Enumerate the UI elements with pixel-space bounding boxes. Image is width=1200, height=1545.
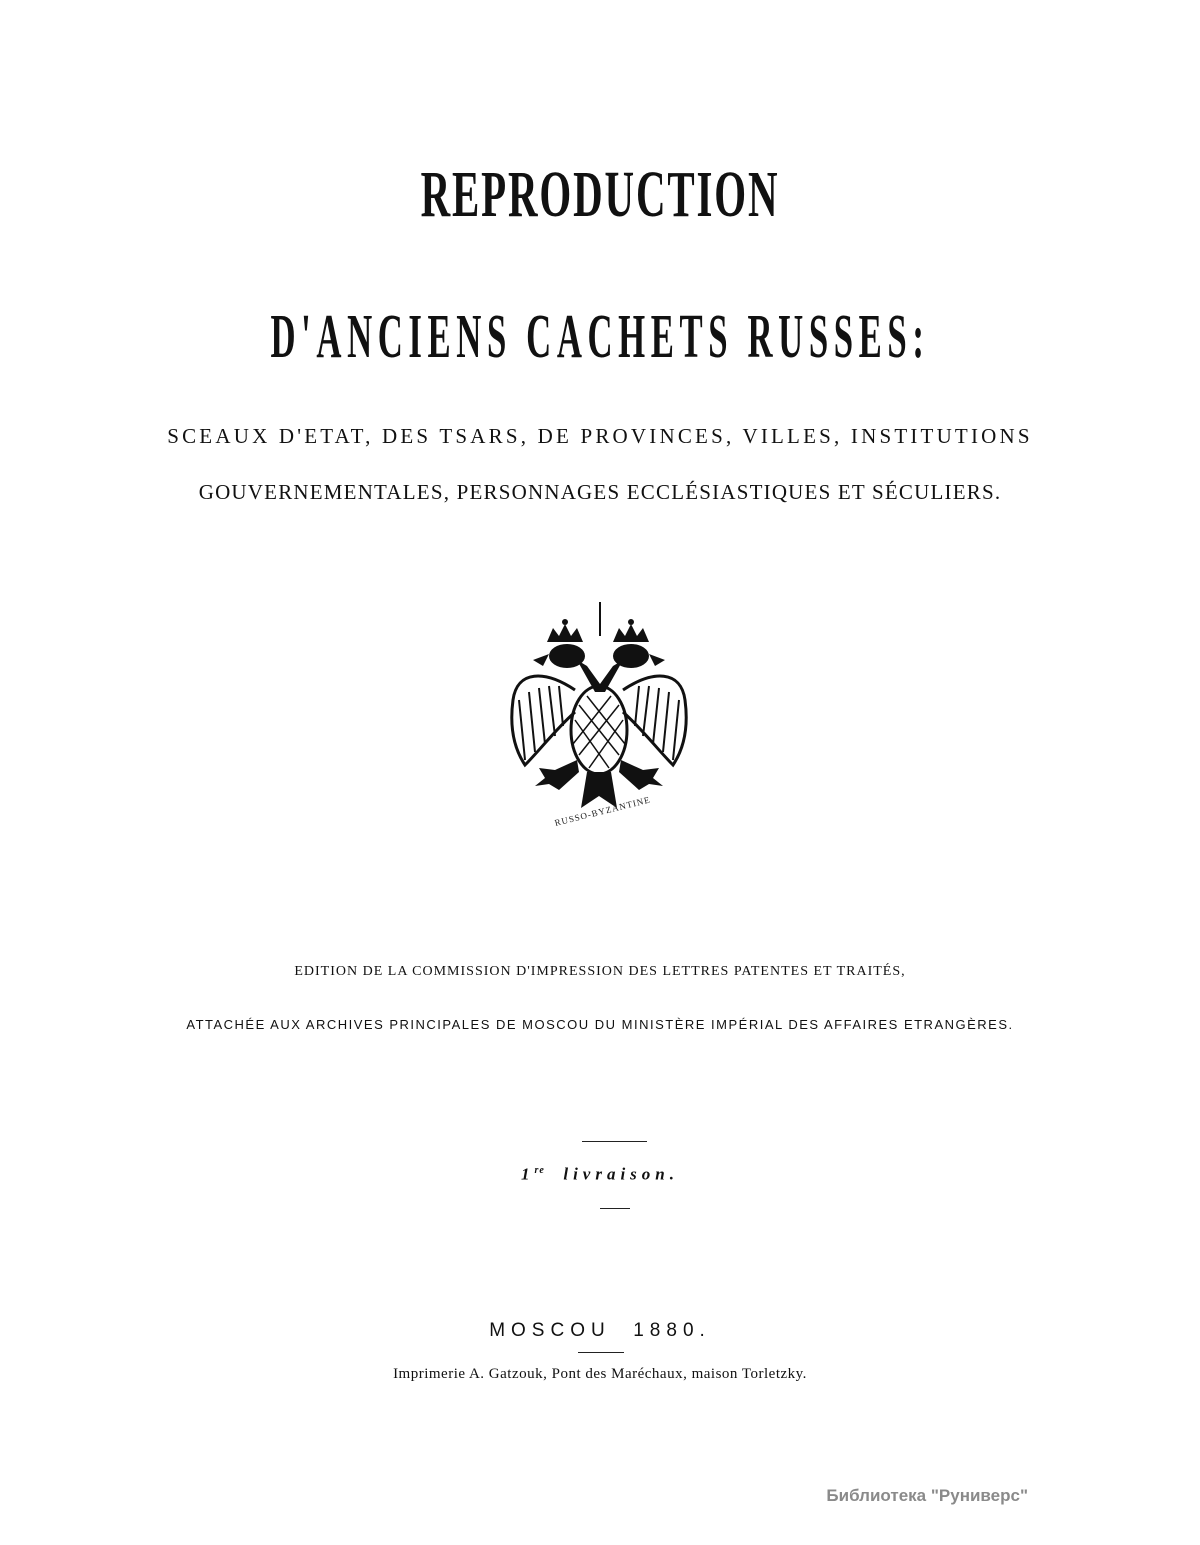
subtitle-line-2: GOUVERNEMENTALES, PERSONNAGES ECCLÉSIASTIQUES ET SÉCULIERS.	[198, 480, 1002, 504]
printer-line: Imprimerie A. Gatzouk, Pont des Maréchaux, maison Torletzky.	[393, 1366, 807, 1382]
title-line-2: D'ANCIENS CACHETS RUSSES:	[270, 303, 930, 371]
rule-top	[582, 1141, 647, 1142]
rule-imprint	[578, 1352, 624, 1353]
library-watermark: Библиотека "Руниверс"	[826, 1486, 1028, 1505]
subtitle-line-1: SCEAUX D'ETAT, DES TSARS, DE PROVINCES, VILLES, INSTITUTIONS	[167, 424, 1033, 448]
issue-word: livraison.	[563, 1164, 679, 1184]
issue-label	[0, 1160, 1200, 1186]
place-year: MOSCOU 1880.	[489, 1320, 711, 1341]
emblem-caption: RUSSO-BYZANTINE	[553, 794, 652, 828]
issue-suffix: re	[534, 1165, 545, 1176]
edition-line-1: EDITION DE LA COMMISSION D'IMPRESSION DES LETTRES PATENTES ET TRAITÉS,	[294, 964, 906, 979]
title-line-1: REPRODUCTION	[420, 158, 780, 231]
issue-number: 1	[521, 1164, 535, 1184]
rule-bottom	[600, 1208, 630, 1209]
edition-line-2: ATTACHÉE AUX ARCHIVES PRINCIPALES DE MOSCOU DU MINISTÈRE IMPÉRIAL DES AFFAIRES ETRANGÈRES.	[186, 1017, 1014, 1032]
